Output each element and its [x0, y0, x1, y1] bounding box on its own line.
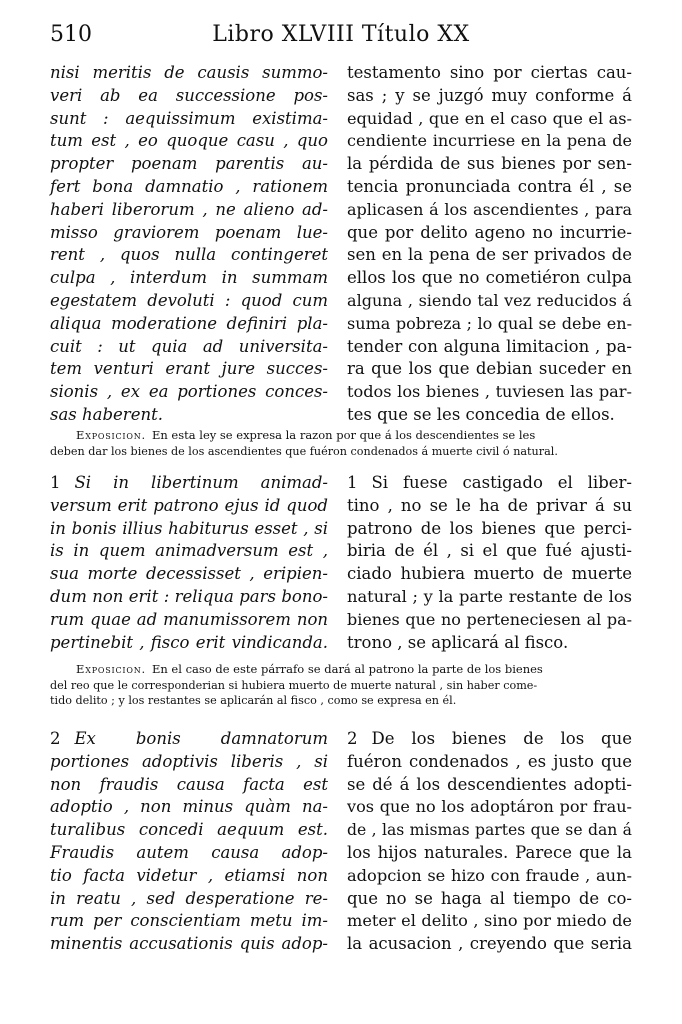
latin-column: [50, 472, 328, 654]
spanish-line: tes que se les concedia de ellos.: [347, 404, 615, 424]
latin-line: sunt : aequissimum existima-: [50, 108, 328, 128]
paragraph-number: 1: [50, 473, 61, 492]
spanish-line: todos los bienes , tuviesen las par-: [347, 382, 632, 402]
spanish-line: ciado hubiera muerto de muerte: [347, 564, 632, 584]
exposicion-text: En el caso de este párrafo se dará al patrono la parte de los bienes: [151, 662, 543, 676]
latin-line: rent , quos nulla contingeret: [50, 245, 328, 265]
spanish-line: que no se haga al tiempo de co-: [347, 888, 632, 908]
spanish-line: testamento sino por ciertas cau-: [347, 63, 632, 82]
latin-column: [50, 62, 328, 427]
spanish-line: adopcion se hizo con fraude , aun-: [347, 865, 632, 885]
latin-line: veri ab ea successione pos-: [50, 85, 328, 105]
exposicion-line: del reo que le corresponderian si hubiera muerto de muerte natural , sin haber come-: [50, 678, 538, 692]
exposicion-line: [60, 662, 632, 678]
spanish-line: la acusacion , creyendo que seria: [347, 934, 632, 954]
exposicion-line: [60, 428, 632, 444]
spanish-line: sen en la pena de ser privados de: [347, 245, 632, 265]
text-block-1: [50, 62, 632, 422]
latin-line: versum erit patrono ejus id quod: [50, 495, 328, 515]
spanish-line: ellos los que no cometiéron culpa: [347, 268, 632, 288]
latin-line: adoptio , non minus quàm na-: [50, 797, 328, 817]
latin-line: propter poenam parentis au-: [50, 154, 328, 174]
spanish-line: equidad , que en el caso que el as-: [347, 108, 632, 128]
paragraph-1: [50, 472, 632, 658]
latin-text: Si in libertinum animad-: [74, 473, 328, 492]
latin-text: Ex bonis damnatorum: [74, 729, 328, 748]
latin-line: tum est , eo quoque casu , quo: [50, 131, 328, 151]
spanish-text: Si fuese castigado el liber-: [371, 473, 632, 492]
exposicion-text: En esta ley se expresa la razon por que á los descendientes se les: [151, 428, 536, 442]
running-head: Libro XLVIII Título XX: [212, 22, 470, 47]
exposicion-line: deben dar los bienes de los ascendientes que fuéron condenados á muerte civil ó natural.: [50, 444, 558, 458]
spanish-line: fuéron condenados , es justo que: [347, 751, 632, 771]
exposicion-note-2: [50, 662, 632, 709]
exposicion-note-1: [50, 428, 632, 459]
spanish-line: alguna , siendo tal vez reducidos á: [347, 290, 632, 310]
latin-line: minentis accusationis quis adop-: [50, 934, 328, 954]
latin-line: turalibus concedi aequum est.: [50, 820, 328, 840]
latin-line: dum non erit : reliqua pars bono-: [50, 586, 328, 606]
spanish-line: biria de él , si el que fué ajusti-: [347, 541, 632, 561]
spanish-line: suma pobreza ; lo qual se debe en-: [347, 313, 632, 333]
latin-line: rum per conscientiam metu im-: [50, 911, 328, 931]
paragraph-2: [50, 728, 632, 958]
spanish-line: [347, 728, 632, 751]
spanish-column: [347, 472, 632, 654]
spanish-line: cendiente incurriese en la pena de: [347, 131, 632, 151]
latin-line: [50, 472, 328, 495]
latin-line: rum quae ad manumissorem non: [50, 609, 328, 629]
page-number: 510: [50, 22, 92, 47]
spanish-line: vos que no los adoptáron por frau-: [347, 797, 632, 817]
spanish-line: de , las mismas partes que se dan á: [347, 821, 632, 840]
latin-line: nisi meritis de causis summo-: [50, 63, 328, 82]
latin-line: in reatu , sed desperatione re-: [50, 888, 328, 908]
spanish-text: De los bienes de los que: [371, 729, 632, 748]
paragraph-number: 2: [50, 729, 61, 748]
latin-line: aliqua moderatione definiri pla-: [50, 313, 328, 333]
latin-line: haberi liberorum , ne alieno ad-: [50, 199, 328, 219]
latin-line: sas haberent.: [50, 404, 163, 424]
paragraph-number: 2: [347, 729, 358, 748]
latin-line: in bonis illius habiturus esset , si: [50, 518, 328, 538]
spanish-line: natural ; y la parte restante de los: [347, 586, 632, 606]
latin-line: tio facta videtur , etiamsi non: [50, 865, 328, 885]
spanish-line: sas ; y se juzgó muy conforme á: [347, 85, 632, 105]
spanish-line: patrono de los bienes que perci-: [347, 518, 632, 538]
exposicion-line: tido delito ; y los restantes se aplicarán al fisco , como se expresa en él.: [50, 694, 457, 707]
spanish-line: que por delito ageno no incurrie-: [347, 222, 632, 242]
latin-line: fert bona damnatio , rationem: [50, 176, 328, 196]
spanish-line: tino , no se le ha de privar á su: [347, 495, 632, 515]
spanish-line: tencia pronunciada contra él , se: [347, 176, 632, 196]
paragraph-number: 1: [347, 473, 358, 492]
spanish-line: ra que los que debian suceder en: [347, 359, 632, 379]
spanish-line: los hijos naturales. Parece que la: [347, 842, 632, 862]
latin-line: culpa , interdum in summam: [50, 268, 328, 288]
latin-line: Fraudis autem causa adop-: [50, 842, 328, 862]
exposicion-label: Exposicion.: [76, 428, 146, 442]
spanish-column: [347, 62, 632, 427]
spanish-line: trono , se aplicará al fisco.: [347, 632, 569, 652]
spanish-line: tender con alguna limitacion , pa-: [347, 336, 632, 356]
latin-line: tem venturi erant jure succes-: [50, 359, 328, 379]
spanish-line: aplicasen á los ascendientes , para: [347, 199, 632, 219]
latin-line: egestatem devoluti : quod cum: [50, 290, 328, 310]
latin-line: sua morte decessisset , eripien-: [50, 564, 328, 584]
spanish-line: [347, 472, 632, 495]
latin-line: [50, 728, 328, 751]
latin-line: misso graviorem poenam lue-: [50, 222, 328, 242]
spanish-line: meter el delito , sino por miedo de: [347, 911, 632, 931]
spanish-column: [347, 728, 632, 956]
spanish-line: se dé á los descendientes adopti-: [347, 774, 632, 794]
spanish-line: la pérdida de sus bienes por sen-: [347, 154, 632, 174]
spanish-line: bienes que no perteneciesen al pa-: [347, 609, 632, 629]
latin-line: sionis , ex ea portiones conces-: [50, 382, 328, 402]
latin-line: is in quem animadversum est ,: [50, 541, 328, 561]
page-header: [50, 22, 632, 52]
exposicion-label: Exposicion.: [76, 662, 146, 676]
latin-line: portiones adoptivis liberis , si: [50, 751, 328, 771]
latin-line: pertinebit , fisco erit vindicanda.: [50, 632, 328, 652]
latin-line: non fraudis causa facta est: [50, 774, 328, 794]
latin-line: cuit : ut quia ad universita-: [50, 336, 328, 356]
latin-column: [50, 728, 328, 956]
